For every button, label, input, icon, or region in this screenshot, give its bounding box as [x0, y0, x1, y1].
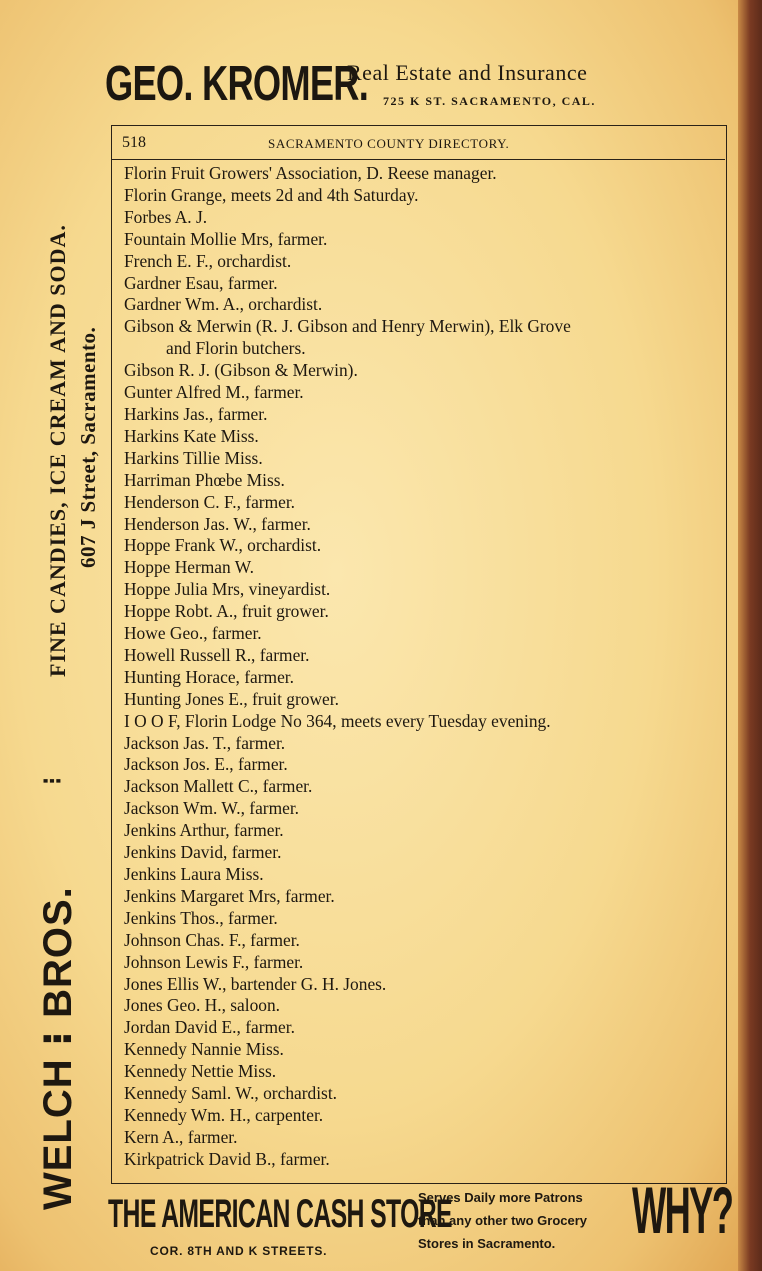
directory-entry: Hoppe Julia Mrs, vineyardist.	[124, 579, 331, 600]
directory-entry: Jenkins Thos., farmer.	[124, 907, 278, 928]
side-ad-line2: 607 J Street, Sacramento.	[76, 326, 100, 568]
directory-entry: Jenkins Arthur, farmer.	[124, 820, 284, 841]
directory-entry: Jenkins Laura Miss.	[124, 864, 264, 884]
directory-entry: Harkins Kate Miss.	[124, 425, 259, 446]
directory-entry: Hoppe Herman W.	[124, 557, 254, 578]
directory-entry: Florin Fruit Growers' Association, D. Reese manager.	[124, 163, 497, 183]
directory-entry: Kirkpatrick David B., farmer.	[124, 1148, 330, 1169]
directory-entry: Hunting Horace, farmer.	[124, 666, 294, 687]
top-ad-name: GEO. KROMER.	[105, 57, 369, 111]
directory-entry: Johnson Lewis F., farmer.	[124, 951, 304, 972]
directory-entry: Kennedy Wm. H., carpenter.	[124, 1104, 324, 1125]
directory-entry: Harriman Phœbe Miss.	[124, 469, 285, 490]
directory-entry: French E. F., orchardist.	[124, 250, 292, 271]
directory-entry: Forbes A. J.	[124, 206, 208, 227]
side-ad-line1: FINE CANDIES, ICE CREAM AND SODA.	[45, 224, 70, 677]
directory-entry: Howe Geo., farmer.	[124, 623, 262, 644]
bottom-ad-line2: than any other two Grocery	[418, 1213, 588, 1228]
page-number: 518	[122, 134, 146, 151]
directory-entry: Kennedy Nettie Miss.	[124, 1061, 277, 1082]
bottom-ad-text	[418, 1186, 587, 1255]
bottom-ad-why: WHY?	[632, 1173, 733, 1247]
directory-entry: Jackson Wm. W., farmer.	[124, 798, 300, 819]
bottom-ad-line3: Stores in Sacramento.	[418, 1236, 556, 1251]
directory-entry: Harkins Jas., farmer.	[124, 403, 268, 424]
side-ad-welch	[38, 886, 78, 1210]
top-ad-tagline: Real Estate and Insurance	[347, 60, 588, 85]
bottom-ad-store: THE AMERICAN CASH STORE	[108, 1192, 452, 1236]
directory-entry: I O O F, Florin Lodge No 364, meets every Tuesday evening.	[124, 710, 551, 731]
page-edge	[738, 0, 762, 1271]
page-title: SACRAMENTO COUNTY DIRECTORY.	[268, 136, 510, 151]
header-divider	[111, 159, 725, 160]
page-header	[122, 134, 722, 156]
directory-entry-continuation: and Florin butchers.	[166, 338, 306, 359]
side-ad-main-text: WELCH	[36, 1058, 80, 1210]
directory-entry: Johnson Chas. F., farmer.	[124, 929, 300, 950]
directory-entry: Kennedy Saml. W., orchardist.	[124, 1083, 338, 1104]
side-ad-main-separator: ⁝	[36, 1030, 80, 1047]
directory-entry: Jones Geo. H., saloon.	[124, 995, 281, 1016]
directory-entries	[124, 163, 724, 1171]
directory-entry: Harkins Tillie Miss.	[124, 447, 263, 468]
side-ad-separator-icon: ⁝	[38, 776, 67, 785]
directory-entry: Hunting Jones E., fruit grower.	[124, 688, 339, 709]
directory-entry: Howell Russell R., farmer.	[124, 644, 310, 665]
directory-entry: Fountain Mollie Mrs, farmer.	[124, 228, 328, 249]
directory-entry: Jordan David E., farmer.	[124, 1017, 295, 1038]
directory-entry: Hoppe Frank W., orchardist.	[124, 535, 322, 556]
directory-entry: Jones Ellis W., bartender G. H. Jones.	[124, 973, 387, 994]
side-ad-main-text2: BROS.	[36, 886, 80, 1018]
directory-entry: Kern A., farmer.	[124, 1126, 238, 1147]
directory-entry: Kennedy Nannie Miss.	[124, 1039, 284, 1060]
directory-entry: Jenkins Margaret Mrs, farmer.	[124, 885, 335, 906]
directory-entry: Gibson R. J. (Gibson & Merwin).	[124, 360, 358, 381]
bottom-ad-line1: Serves Daily more Patrons	[418, 1190, 583, 1205]
directory-entry: Gibson & Merwin (R. J. Gibson and Henry Merwin), Elk Grove	[124, 316, 571, 337]
top-ad-address: 725 K ST. SACRAMENTO, CAL.	[383, 94, 596, 108]
directory-entry: Gardner Wm. A., orchardist.	[124, 294, 323, 315]
directory-entry: Jackson Mallett C., farmer.	[124, 776, 313, 797]
directory-entry: Gunter Alfred M., farmer.	[124, 382, 304, 403]
directory-entry: Hoppe Robt. A., fruit grower.	[124, 601, 329, 622]
directory-entry: Henderson Jas. W., farmer.	[124, 513, 311, 534]
directory-entry: Gardner Esau, farmer.	[124, 272, 278, 293]
directory-entry: Henderson C. F., farmer.	[124, 491, 296, 512]
bottom-ad-corner: COR. 8TH AND K STREETS.	[150, 1244, 328, 1258]
directory-entry: Florin Grange, meets 2d and 4th Saturday.	[124, 184, 419, 205]
side-advertisement	[0, 0, 105, 1271]
directory-entry: Jenkins David, farmer.	[124, 842, 282, 863]
directory-entry: Jackson Jas. T., farmer.	[124, 732, 286, 753]
directory-entry: Jackson Jos. E., farmer.	[124, 754, 288, 775]
